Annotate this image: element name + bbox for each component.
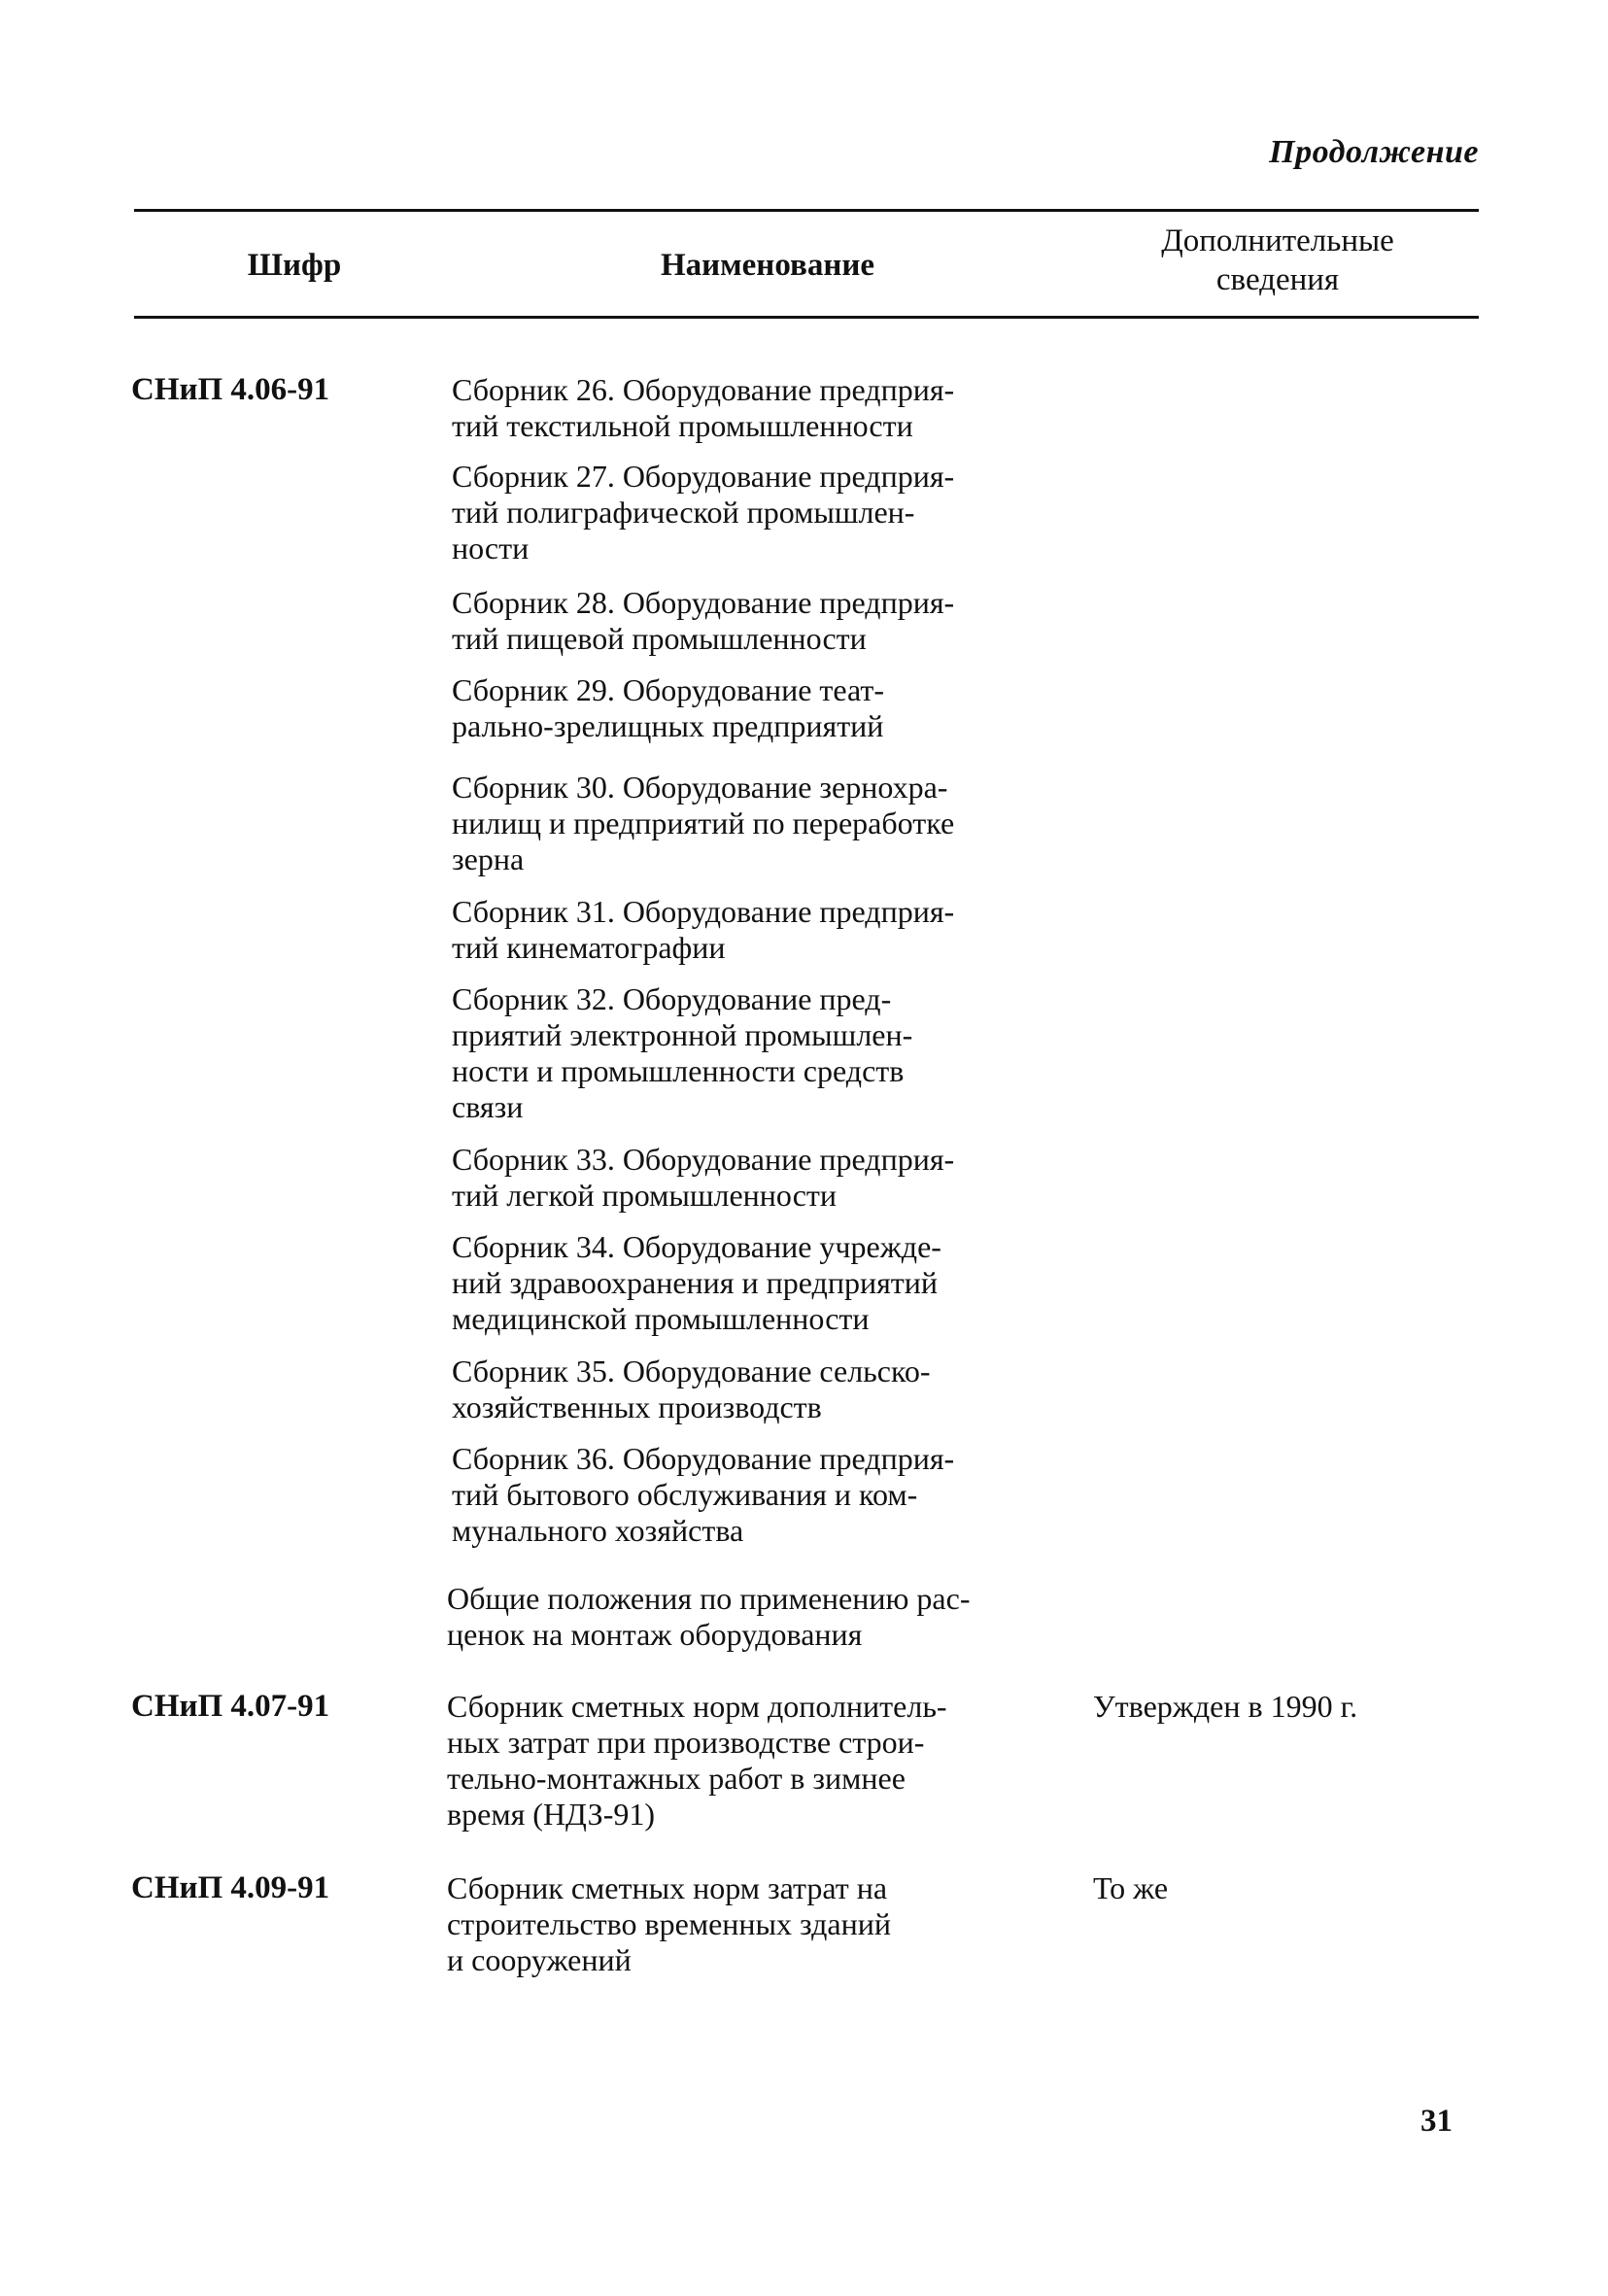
entry-line: рально-зрелищных предприятий (452, 708, 884, 743)
list-item (452, 981, 1049, 1125)
entry-line: нилищ и предприятий по переработке (452, 805, 955, 840)
entry-line: и сооружений (447, 1942, 632, 1977)
entry-line: Сборник сметных норм затрат на (447, 1870, 888, 1905)
entry-line: Сборник 34. Оборудование учрежде- (452, 1229, 941, 1264)
entry-line: Сборник 33. Оборудование предприя- (452, 1142, 955, 1177)
list-item (447, 1870, 1044, 1978)
row-code: СНиП 4.07-91 (131, 1689, 330, 1724)
table-header-rule (134, 316, 1479, 319)
header-info-line2: сведения (1215, 262, 1340, 297)
entry-line: ности и промышленности средств (452, 1053, 905, 1088)
entry-line: строительство временных зданий (447, 1906, 891, 1941)
entry-line: Сборник 32. Оборудование пред- (452, 981, 892, 1016)
entry-line: Сборник 30. Оборудование зернохра- (452, 770, 948, 805)
header-info (1117, 222, 1438, 299)
entry-line: Сборник 35. Оборудование сельско- (452, 1354, 931, 1388)
row-info: Утвержден в 1990 г. (1093, 1689, 1358, 1724)
list-item (452, 770, 1049, 877)
entry-line: ний здравоохранения и предприятий (452, 1265, 939, 1300)
row-info: То же (1093, 1870, 1169, 1905)
table-top-rule (134, 209, 1479, 212)
entry-line: хозяйственных производств (452, 1389, 822, 1424)
header-name: Наименование (661, 248, 874, 283)
list-item (452, 1142, 1049, 1214)
entry-line: тий текстильной промышленности (452, 408, 913, 443)
list-item (447, 1581, 1044, 1653)
entry-line: ности (452, 531, 530, 565)
list-item (452, 1441, 1049, 1549)
list-item (452, 372, 1049, 444)
entry-line: Сборник 36. Оборудование предприя- (452, 1441, 955, 1476)
row-code: СНиП 4.06-91 (131, 372, 330, 407)
row-code: СНиП 4.09-91 (131, 1870, 330, 1905)
entry-line: приятий электронной промышлен- (452, 1017, 913, 1052)
entry-line: время (НДЗ-91) (447, 1797, 656, 1832)
list-item (452, 1229, 1049, 1337)
header-info-line1: Дополнительные (1161, 223, 1394, 258)
header-code: Шифр (247, 248, 342, 283)
list-item (452, 894, 1049, 966)
list-item (452, 459, 1049, 566)
entry-line: Сборник 26. Оборудование предприя- (452, 372, 955, 407)
entry-line: тий бытового обслуживания и ком- (452, 1477, 918, 1512)
entry-line: мунального хозяйства (452, 1513, 744, 1548)
entry-line: Сборник 31. Оборудование предприя- (452, 894, 955, 929)
entry-line: тельно-монтажных работ в зимнее (447, 1761, 906, 1796)
entry-line: Сборник 29. Оборудование теат- (452, 672, 884, 707)
entry-line: тий пищевой промышленности (452, 621, 867, 656)
entry-line: Общие положения по применению рас- (447, 1581, 971, 1616)
entry-line: тий кинематографии (452, 930, 726, 965)
entry-line: ных затрат при производстве строи- (447, 1725, 925, 1760)
list-item (452, 585, 1049, 657)
entry-line: Сборник 27. Оборудование предприя- (452, 459, 955, 494)
continuation-label: Продолжение (1269, 134, 1479, 170)
entry-line: связи (452, 1089, 524, 1124)
page-number: 31 (1420, 2104, 1453, 2139)
entry-line: Сборник 28. Оборудование предприя- (452, 585, 955, 620)
entry-line: тий полиграфической промышлен- (452, 495, 915, 530)
entry-line: зерна (452, 841, 525, 876)
list-item (452, 1354, 1049, 1425)
entry-line: медицинской промышленности (452, 1301, 870, 1336)
list-item (452, 672, 1049, 744)
entry-line: ценок на монтаж оборудования (447, 1617, 863, 1652)
entry-line: Сборник сметных норм дополнитель- (447, 1689, 947, 1724)
entry-line: тий легкой промышленности (452, 1178, 838, 1213)
list-item (447, 1689, 1044, 1833)
